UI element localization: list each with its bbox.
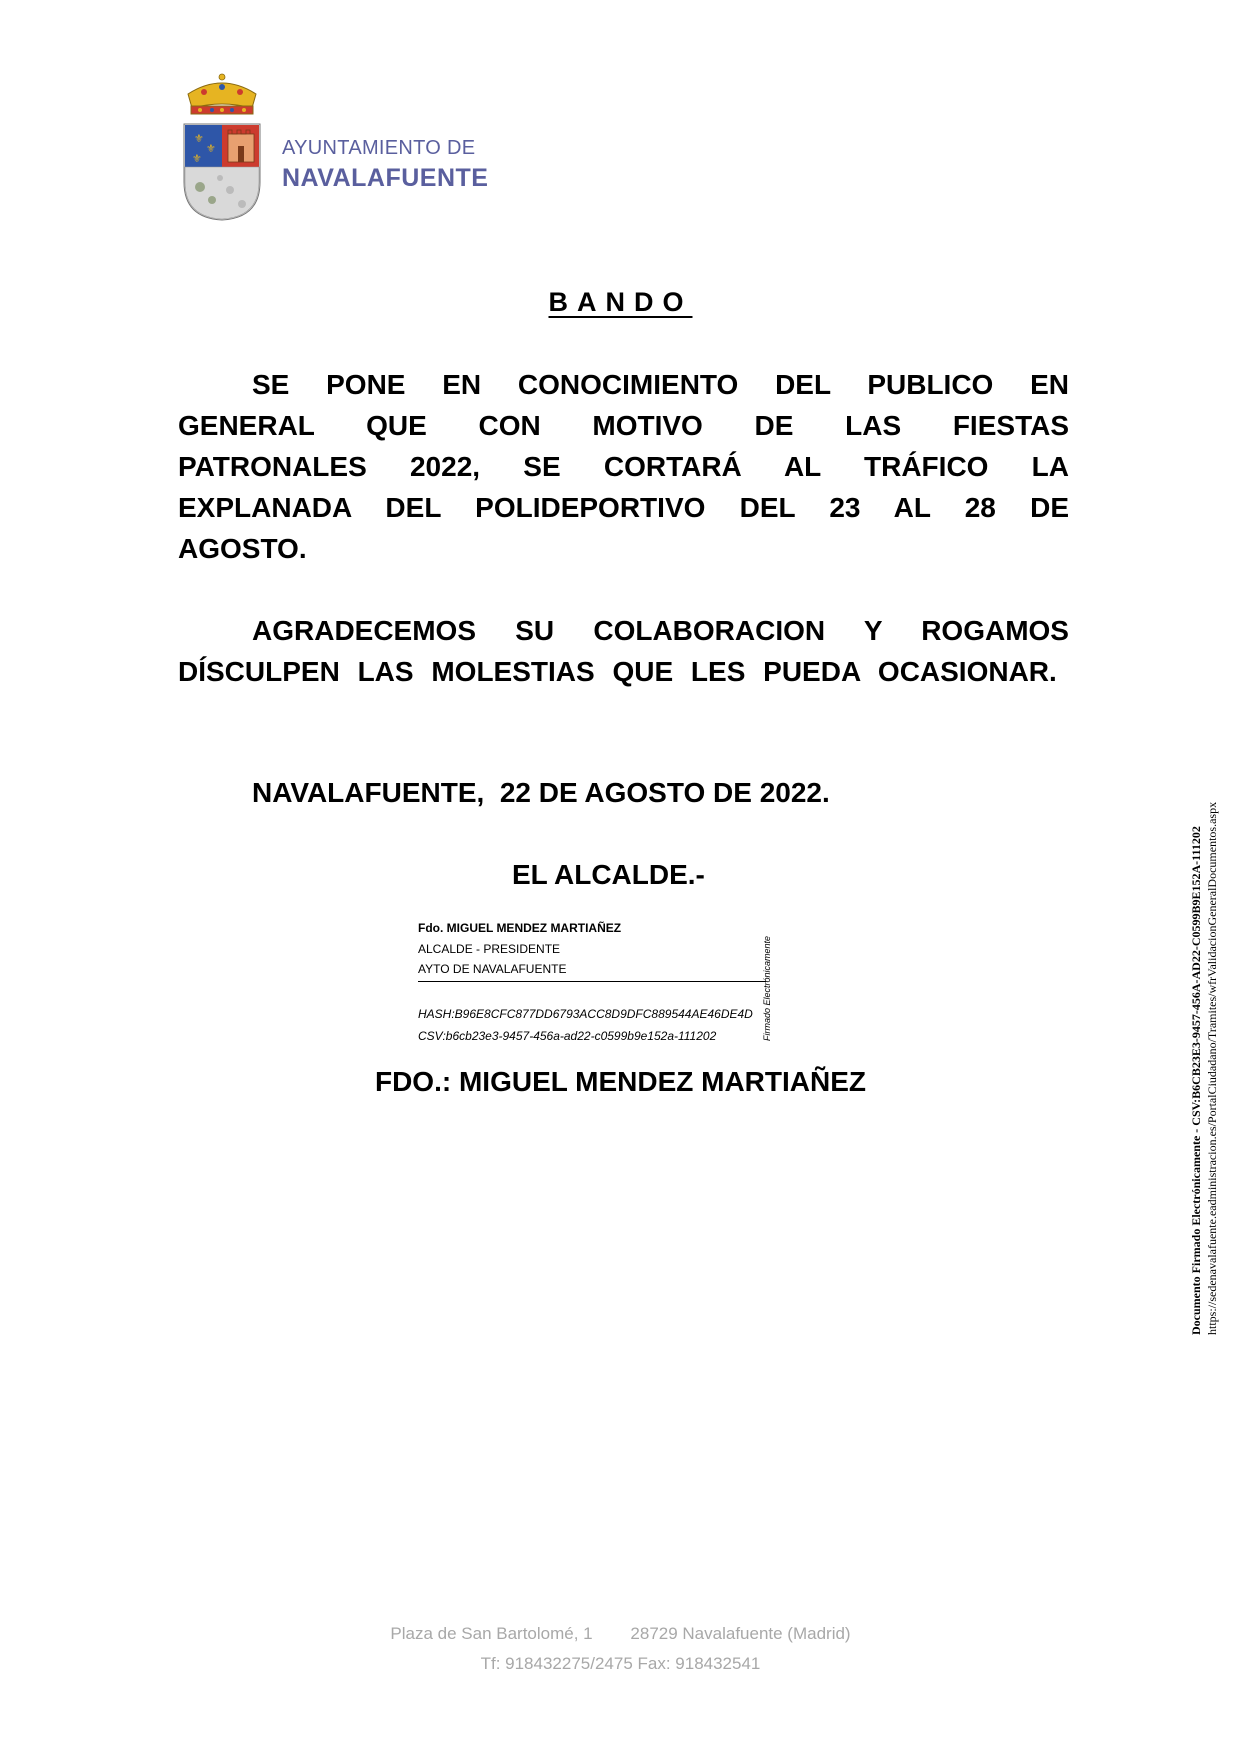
electronic-signature-block	[418, 915, 788, 1045]
signature-hash: HASH:B96E8CFC877DD6793ACC8D9DFC889544AE46DE4D	[418, 1007, 753, 1021]
place-date-line: NAVALAFUENTE, 22 DE AGOSTO DE 2022.	[252, 777, 830, 808]
announcement-text: SE PONE EN CONOCIMIENTO DEL PUBLICO EN GENERAL QUE CON MOTIVO DE LAS FIESTAS PATRONALES 2022, SE CORTARÁ AL TRÁFICO LA EXPLANADA DEL POLIDEPORTIVO DEL 23 AL 28 DE AGOSTO.	[178, 369, 1069, 564]
thanks-paragraph	[178, 610, 1069, 692]
svg-text:⚜: ⚜	[194, 132, 204, 145]
document-title-text: BANDO	[548, 287, 693, 317]
document-title	[0, 287, 1241, 318]
signed-by-line: FDO.: MIGUEL MENDEZ MARTIAÑEZ	[374, 1066, 866, 1097]
shield-icon	[184, 124, 260, 220]
verification-stamp	[1188, 675, 1220, 1335]
signature-role: ALCALDE - PRESIDENTE	[418, 942, 561, 956]
footer-contact: Tf: 918432275/2475 Fax: 918432541	[480, 1654, 761, 1673]
municipality-label: AYUNTAMIENTO DE	[282, 137, 476, 159]
signature-divider	[418, 981, 766, 982]
signature-organization: AYTO DE NAVALAFUENTE	[418, 962, 567, 976]
svg-text:⚜: ⚜	[192, 152, 202, 165]
signatory-title: EL ALCALDE.-	[512, 859, 705, 890]
coat-of-arms-logo	[182, 72, 262, 222]
verification-url: https://sedenavalafuente.eadministracion.es/PortalCiudadano/Tramites/wfrValidacionGeneralDocumentos.aspx	[1205, 801, 1219, 1335]
svg-text:⚜: ⚜	[206, 142, 216, 155]
municipality-name: NAVALAFUENTE	[282, 164, 489, 192]
verification-csv: Documento Firmado Electrónicamente - CSV:B6CB23E3-9457-456A-AD22-C0599B9E152A-111202	[1189, 826, 1203, 1335]
footer-address: Plaza de San Bartolomé, 1 28729 Navalafuente (Madrid)	[390, 1624, 851, 1643]
signature-csv: CSV:b6cb23e3-9457-456a-ad22-c0599b9e152a-111202	[418, 1029, 717, 1043]
signature-electronic-label: Firmado Electrónicamente	[762, 935, 772, 1041]
crown-icon	[188, 74, 256, 114]
announcement-paragraph	[178, 364, 1069, 569]
thanks-text: AGRADECEMOS SU COLABORACION Y ROGAMOS DÍSCULPEN LAS MOLESTIAS QUE LES PUEDA OCASIONAR.	[178, 615, 1069, 687]
signature-name: Fdo. MIGUEL MENDEZ MARTIAÑEZ	[418, 921, 622, 935]
